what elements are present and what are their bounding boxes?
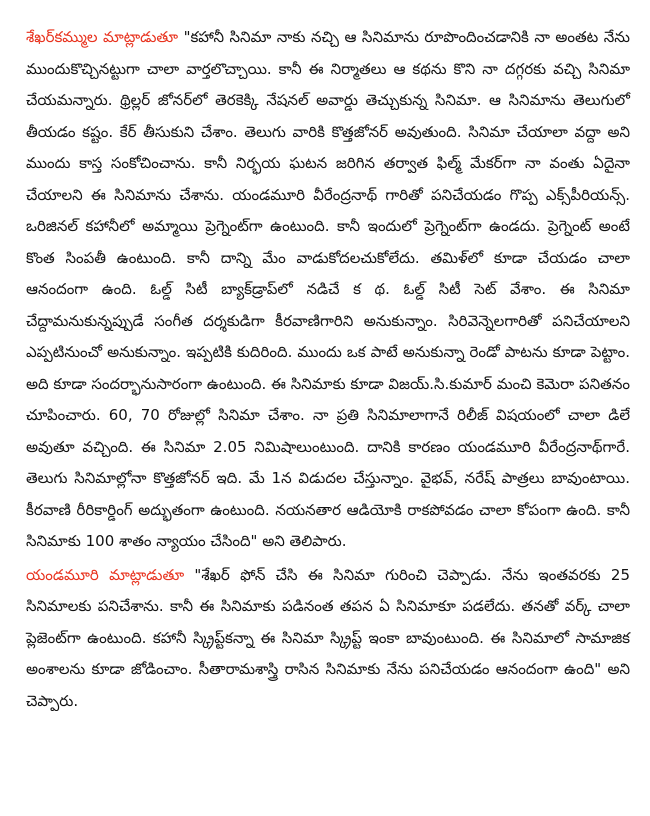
- paragraph-sekhar-kammula: [26, 22, 630, 558]
- paragraph-yandamuri: [26, 560, 630, 718]
- quote-text-sekhar-kammula: "కహానీ సినిమా నాకు నచ్చి ఆ సినిమాను రూపొందించడానికి నా అంతట నేను ముందుకొచ్చినట్టుగా చాలా వార్తలొచ్చాయి. కానీ ఈ నిర్మాతలు ఆ కథను కొని నా దగ్గరకు వచ్చి సినిమా చేయమన్నారు. థ్రిల్లర్ జోనర్‌లో తెరకెక్కి నేషనల్ అవార్డు తెచ్చుకున్న సినిమా. ఆ సినిమాను తెలుగులో తీయడం కష్టం. కేర్ తీసుకుని చేశాం. తెలుగు వారికి కొత్తజోనర్ అవుతుంది. సినిమా చేయాలా వద్దా అని ముందు కాస్త సంకోచించాను. కానీ నిర్భయ ఘటన జరిగిన తర్వాత ఫిల్మ్ మేకర్‌గా నా వంతు ఏదైనా చేయాలని ఈ సినిమాను చేశాను. యండమూరి వీరేంద్రనాథ్ గారితో పనిచేయడం గొప్ప ఎక్స్‌పీరియన్స్. ఒరిజినల్ కహానీలో అమ్మాయి ప్రెగ్నెంట్‌గా ఉంటుంది. కానీ ఇందులో ప్రెగ్నెంట్‌గా ఉండదు. ప్రెగ్నెంట్ అంటే కొంత సింపతీ ఉంటుంది. కానీ దాన్ని మేం వాడుకోదలచుకోలేదు. తమిళ్‌లో కూడా చేయడం చాలా ఆనందంగా ఉంది. ఓల్డ్ సిటీ బ్యాక్‌డ్రాప్‌లో నడిచే క థ. ఓల్డ్ సిటీ సెట్ వేశాం. ఈ సినిమా చేద్దామనుకున్నప్పుడే సంగీత దర్శకుడిగా కీరవాణిగారిని అనుకున్నాం. సిరివెన్నెలగారితో పనిచేయాలని ఎప్పటినుంచో అనుకున్నాం. ఇప్పటికి కుదిరింది. ముందు ఒక పాటే అనుకున్నా రెండో పాటను కూడా పెట్టాం. అది కూడా సందర్భానుసారంగా ఉంటుంది. ఈ సినిమాకు కూడా విజయ్.సి.కుమార్ మంచి కెమెరా పనితనం చూపించారు. 60, 70 రోజుల్లో సినిమా చేశాం. నా ప్రతి సినిమాలాగానే రిలీజ్ విషయంలో చాలా డిలే అవుతూ వచ్చింది. ఈ సినిమా 2.05 నిమిషాలుంటుంది. దానికి కారణం యండమూరి వీరేంద్రనాథ్‌గారే. తెలుగు సినిమాల్లోనా కొత్తజోనర్ ఇది. మే 1న విడుదల చేస్తున్నాం. వైభవ్, నరేష్ పాత్రలు బావుంటాయి. కీరవాణి రీరికార్డింగ్ అద్భుతంగా ఉంటుంది. నయనతార ఆడియోకి రాకపోవడం చాలా కోపంగా ఉంది. కానీ సినిమాకు 100 శాతం న్యాయం చేసింది" అని తెలిపారు.: [26, 28, 630, 550]
- speaker-label-sekhar-kammula: శేఖర్‌కమ్ముల మాట్లాడుతూ: [26, 28, 179, 46]
- quote-text-yandamuri: "శేఖర్ ఫోన్ చేసి ఈ సినిమా గురించి చెప్పాడు. నేను ఇంతవరకు 25 సినిమాలకు పనిచేశాను. కానీ ఈ సినిమాకు పడినంత తపన ఏ సినిమాకూ పడలేదు. తనతో వర్క్ చాలా ప్లెజెంట్‌గా ఉంటుంది. కహానీ స్క్రిప్ట్‌కన్నా ఈ సినిమా స్క్రిప్ట్ ఇంకా బావుంటుంది. ఈ సినిమాలో సామాజిక అంశాలను కూడా జోడించాం. సీతారామశాస్త్రి రాసిన సినిమాకు నేను పనిచేయడం ఆనందంగా ఉంది" అని చెప్పారు.: [26, 565, 631, 710]
- speaker-label-yandamuri: యండమూరి మాట్లాడుతూ: [26, 565, 185, 584]
